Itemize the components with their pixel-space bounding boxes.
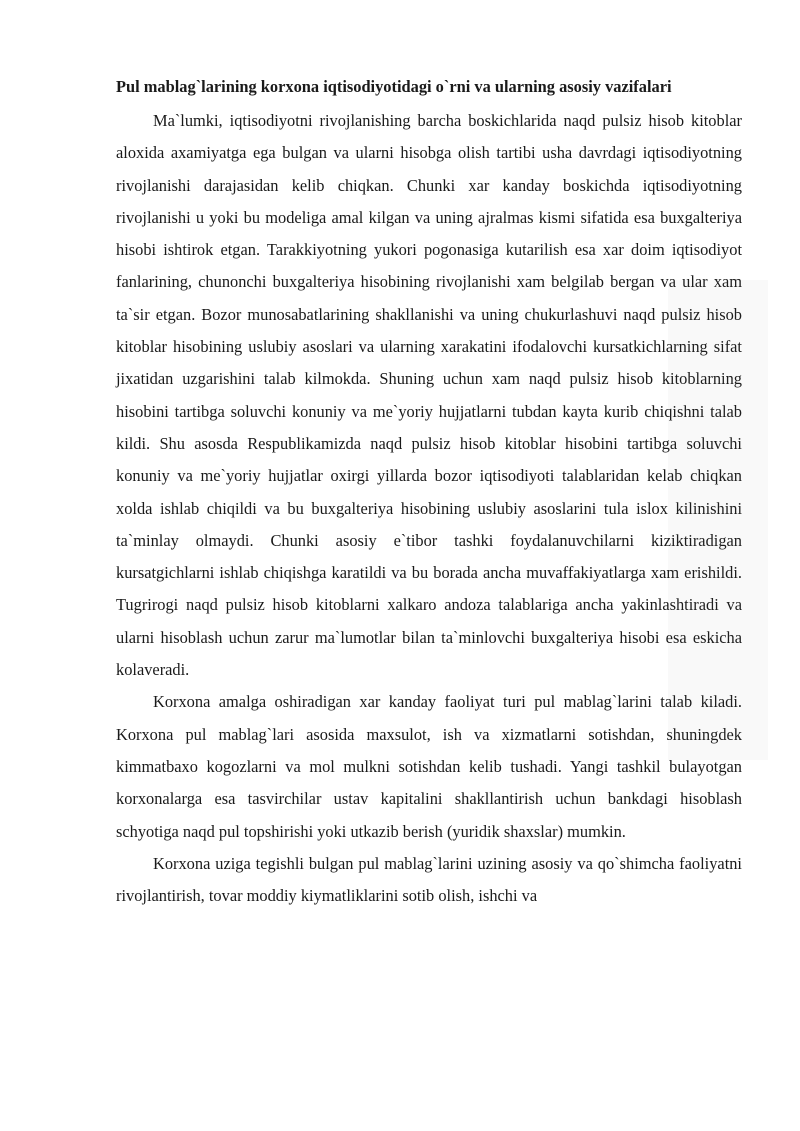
paragraph-3: Korxona uziga tegishli bulgan pul mablag`larini uzining asosiy va qo`shimcha faoliyatni rivojlantirish, tovar moddiy kiymatliklarini sotib olish, ishchi va	[116, 853, 742, 906]
section-heading: Pul mablag`larining korxona iqtisodiyotidagi o`rni va ularning asosiy vazifalari	[116, 77, 672, 96]
paragraph-2: Korxona amalga oshiradigan xar kanday faoliyat turi pul mablag`larini talab kiladi. Korxona pul mablag`lari asosida maxsulot, ish va xizmatlarni sotishdan, shuningdek kimmatbaxo kogozlarni va mol mulkni sotishdan kelib tushadi. Yangi tashkil bulayotgan korxonalarga esa tasvirchilar ustav kapitalini shakllantirish uchun bankdagi hisoblash schyotiga naqd pul topshirishi yoki utkazib berish (yuridik shaxslar) mumkin.	[116, 692, 742, 841]
paragraph-1: Ma`lumki, iqtisodiyotni rivojlanishing barcha boskichlarida naqd pulsiz hisob kitoblar aloxida axamiyatga ega bulgan va ularni hisobga olish tartibi usha davrdagi iqtisodiyotning rivojlanishi darajasidan kelib chiqkan. Chunki xar kanday boskichda iqtisodiyotning rivojlanishi u yoki bu modeliga amal kilgan va uning ajralmas kismi sifatida esa buxgalteriya hisobi ishtirok etgan. Tarakkiyotning yukori pogonasiga kutarilish esa xar doim iqtisodiyot fanlarining, chunonchi buxgalteriya hisobining rivojlanishi xam belgilab bergan va ular xam ta`sir etgan. Bozor munosabatlarining shakllanishi va uning chukurlashuvi naqd pulsiz hisob kitoblar hisobining uslubiy asoslari va ularning xarakatini ifodalovchi kursatkichlarning sifat jixatidan uzgarishini talab kilmokda. Shuning uchun xam naqd pulsiz hisob kitoblarning hisobini tartibga soluvchi konuniy va me`yoriy hujjatlarni tubdan kayta kurib chiqishni talab kildi. Shu asosda Respublikamizda naqd pulsiz hisob kitoblar hisobini tartibga soluvchi konuniy va me`yoriy hujjatlar oxirgi yillarda bozor iqtisodiyoti talablaridan kelab chiqkan xolda ishlab chiqildi va bu buxgalteriya hisobining uslubiy asoslarini tula islox kilinishini ta`minlay olmaydi. Chunki asosiy e`tibor tashki foydalanuvchilarni kiziktiradigan kursatgichlarni ishlab chiqishga karatildi va bu borada ancha muvaffakiyatlarga xam erishildi. Tugrirogi naqd pulsiz hisob kitoblarni xalkaro andoza talablariga ancha yakinlashtiradi va ularni hisoblash uchun zarur ma`lumotlar bilan ta`minlovchi buxgalteriya hisobi esa eskicha kolaveradi.	[116, 111, 742, 680]
document-page	[116, 72, 742, 912]
